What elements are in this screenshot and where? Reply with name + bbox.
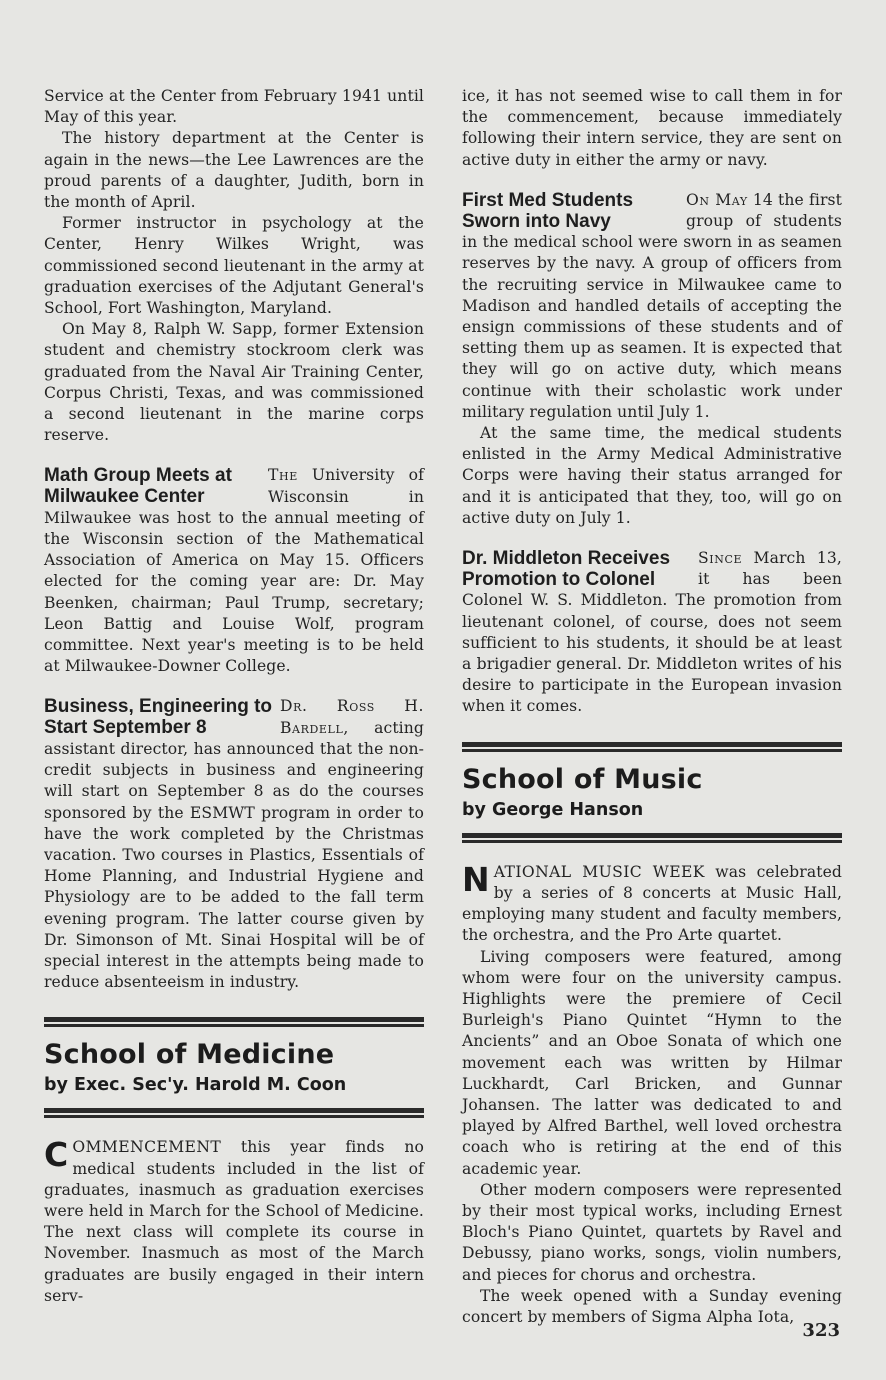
news-heading: First Med Students Sworn into Navy [462, 189, 634, 232]
divider [44, 1108, 424, 1115]
news-item-med-students-navy [462, 190, 842, 529]
body-text: 14 the first group of students in the medical school were sworn in as seamen reserves by the navy. A group of officers from the recruiting service in Milwaukee came to Madison and handled details of accepting the ensign commissions of these students and of setting them up as seamen. It is expected that they will go on active duty, which means continue with their scholastic work under military regulation until July 1. [462, 190, 842, 421]
news-heading: Dr. Middleton Receives Promotion to Colonel [462, 548, 671, 591]
news-item-middleton-promotion [462, 548, 842, 718]
section-school-of-music [462, 742, 842, 1328]
paragraph: At the same time, the medical students enlisted in the Army Medical Administrative Corps were having their status arranged for and it is anticipated that they, too, will go on active duty on July 1. [462, 424, 842, 527]
news-heading: Math Group Meets at Milwaukee Center [44, 465, 232, 508]
lead-in: OMMENCEMENT [72, 1138, 222, 1157]
divider [44, 1017, 424, 1024]
section-body [44, 1137, 424, 1307]
news-item-business-engineering [44, 696, 424, 993]
right-column [462, 86, 842, 1328]
section-byline: by George Hanson [462, 799, 644, 820]
paragraph: The week opened with a Sunday evening concert by members of Sigma Alpha Iota, [462, 1286, 842, 1326]
lead-in: Since [698, 549, 743, 568]
paragraph: The history department at the Center is again in the news—the Lee Lawrences are the proud parents of a daughter, Judith, born in the month of April. [44, 129, 424, 212]
news-item-math-group [44, 465, 424, 677]
left-column [44, 86, 424, 1307]
section-body [462, 859, 842, 947]
paragraph: Former instructor in psychology at the Center, Henry Wilkes Wright, was commissioned second lieutenant in the army at graduation exercises of the Adjutant General's School, Fort Washington, Maryland. [44, 214, 424, 318]
lead-in: ATIONAL MUSIC WEEK [493, 862, 705, 881]
paragraph: ice, it has not seemed wise to call them in for the commencement, because immediately following their intern service, they are sent on active duty in either the army or navy. [462, 87, 842, 169]
divider [462, 833, 842, 840]
lead-in: The [268, 466, 298, 485]
drop-cap: C [44, 1135, 69, 1175]
paragraph: Service at the Center from February 1941 until May of this year. [44, 87, 424, 127]
section-title: School of Music [462, 763, 703, 795]
lead-in: On May [686, 190, 748, 209]
paragraph: Living composers were featured, among whom were four on the university campus. Highlights were the premiere of Cecil Burleigh's Piano Quintet “Hymn to the Ancients” and an Oboe Sonata of which one movement each was written by Hilmar Luckhardt, Carl Bricken, and Gunnar Johansen. The latter was dedicated to and played by Alfred Barthel, well loved orchestra coach who is retiring at the end of this academic year. [462, 947, 842, 1178]
lead-in: Dr. Ross H. Bardell, [280, 697, 424, 737]
section-byline: by Exec. Sec'y. Harold M. Coon [44, 1075, 347, 1096]
section-title: School of Medicine [44, 1039, 335, 1071]
body-text: this year finds no medical students included in the list of graduates, inasmuch as graduation exercises were held in March for the School of Medicine. The next class will complete its course in November. Inasmuch as most of the March graduates are busily engaged in their intern serv- [44, 1138, 424, 1305]
news-heading: Business, Engineering to Start September 8 [44, 696, 273, 739]
page-number: 323 [802, 1320, 840, 1341]
drop-cap: N [462, 859, 490, 899]
body-text: acting assistant director, has announced that the non-credit subjects in business and engineering will start on September 8 as do the courses sponsored by the ESMWT program in order to have the work completed by the Christmas vacation. Two courses in Plastics, Essentials of Home Planning, and Industrial Hygiene and Physiology are to be added to the fall term evening program. The latter course given by Dr. Simonson of Mt. Sinai Hospital will be of special interest in the attempts being made to reduce absenteeism in industry. [44, 718, 424, 992]
body-text: was celebrated by a series of 8 concerts at Music Hall, employing many student and faculty members, the orchestra, and the Pro Arte quartet. [462, 862, 842, 945]
section-school-of-medicine [44, 1017, 424, 1307]
paragraph: Other modern composers were represented by their most typical works, including Ernest Bloch's Piano Quintet, quartets by Ravel and Debussy, piano works, songs, violin numbers, and pieces for chorus and orchestra. [462, 1180, 842, 1284]
paragraph: On May 8, Ralph W. Sapp, former Extension student and chemistry stockroom clerk was graduated from the Naval Air Training Center, Corpus Christi, Texas, and was commissioned a second lieutenant in the marine corps reserve. [44, 320, 424, 445]
divider [462, 742, 842, 749]
body-text: March 13, it has been Colonel W. S. Middleton. The promotion from lieutenant colonel, of course, does not seem sufficient to his students, it should be at least a brigadier general. Dr. Middleton writes of his desire to participate in the European invasion when it comes. [462, 549, 842, 716]
body-text: University of Wisconsin in Milwaukee was host to the annual meeting of the Wisconsin section of the Mathematical Association of America on May 15. Officers elected for the coming year are: Dr. May Beenken, chairman; Paul Trump, secretary; Leon Battig and Louise Wolf, program committee. Next year's meeting is to be held at Milwaukee-Downer College. [44, 466, 424, 676]
news-body [44, 696, 424, 993]
